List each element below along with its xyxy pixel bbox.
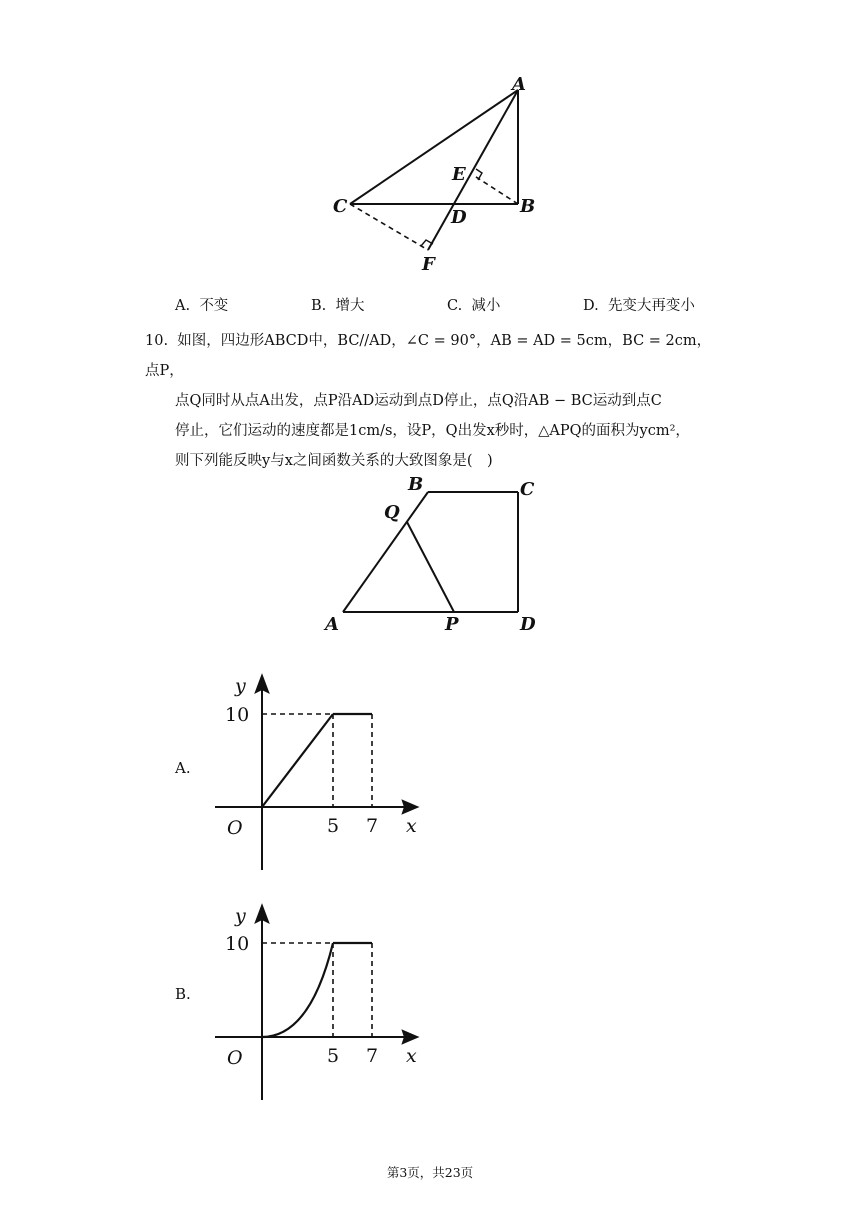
question-line-1: 10. 如图，四边形ABCD中，BC//AD，∠C = 90°，AB = AD = 5cm，BC = 2cm，点P， <box>145 333 712 379</box>
option-a[interactable]: A. 不变 <box>175 298 229 314</box>
label-f: F <box>422 254 435 275</box>
option-d[interactable]: D. 先变大再变小 <box>583 298 695 314</box>
x-tick-7: 7 <box>366 815 379 837</box>
y-arrow-icon <box>256 906 268 922</box>
dash-cf <box>350 204 428 250</box>
label-b: B <box>408 474 424 495</box>
label-b: B <box>520 196 536 217</box>
label-c: C <box>333 196 348 217</box>
choice-b-label[interactable]: B. <box>175 985 191 1003</box>
graph-segment-curve <box>262 943 333 1037</box>
x-arrow-icon <box>403 1031 417 1043</box>
option-c[interactable]: C. 减小 <box>447 298 501 314</box>
choice-a-label[interactable]: A. <box>175 759 191 777</box>
option-b[interactable]: B. 增大 <box>311 298 365 314</box>
dash-be <box>473 175 518 204</box>
question-number: 10. <box>145 333 169 349</box>
y-arrow-icon <box>256 676 268 692</box>
y-tick-10: 10 <box>225 933 250 955</box>
x-axis-label: x <box>406 1045 417 1067</box>
x-axis-label: x <box>406 815 417 837</box>
triangle-figure <box>330 74 550 280</box>
x-tick-5: 5 <box>327 815 340 837</box>
label-d: D <box>451 207 467 228</box>
label-e: E <box>452 164 466 185</box>
line-qp <box>407 522 454 612</box>
question-line-4: 则下列能反映y与x之间函数关系的大致图象是( ) <box>175 453 493 469</box>
label-a: A <box>512 74 526 95</box>
label-d: D <box>520 614 536 635</box>
question-10-text <box>145 326 725 476</box>
origin-label: O <box>227 1047 243 1069</box>
graph-choice-b[interactable] <box>205 896 440 1104</box>
question-line-2: 点Q同时从点A出发，点P沿AD运动到点D停止，点Q沿AB − BC运动到点C <box>175 393 662 409</box>
x-tick-7: 7 <box>366 1045 379 1067</box>
line-af <box>428 90 518 250</box>
graph-choice-a[interactable] <box>205 666 440 874</box>
page-footer: 第3页，共23页 <box>386 1165 474 1180</box>
y-tick-10: 10 <box>225 704 250 726</box>
label-a: A <box>325 614 339 635</box>
origin-label: O <box>227 817 243 839</box>
y-axis-label: y <box>235 675 246 697</box>
question-line-3: 停止，它们运动的速度都是1cm/s，设P，Q出发x秒时，△APQ的面积为ycm²， <box>175 423 690 439</box>
graph-segment-linear <box>262 714 333 807</box>
x-tick-5: 5 <box>327 1045 340 1067</box>
label-q: Q <box>384 502 400 523</box>
trapezoid-figure <box>318 470 550 640</box>
label-c: C <box>520 479 535 500</box>
y-axis-label: y <box>235 905 246 927</box>
label-p: P <box>445 614 459 635</box>
x-arrow-icon <box>403 801 417 813</box>
